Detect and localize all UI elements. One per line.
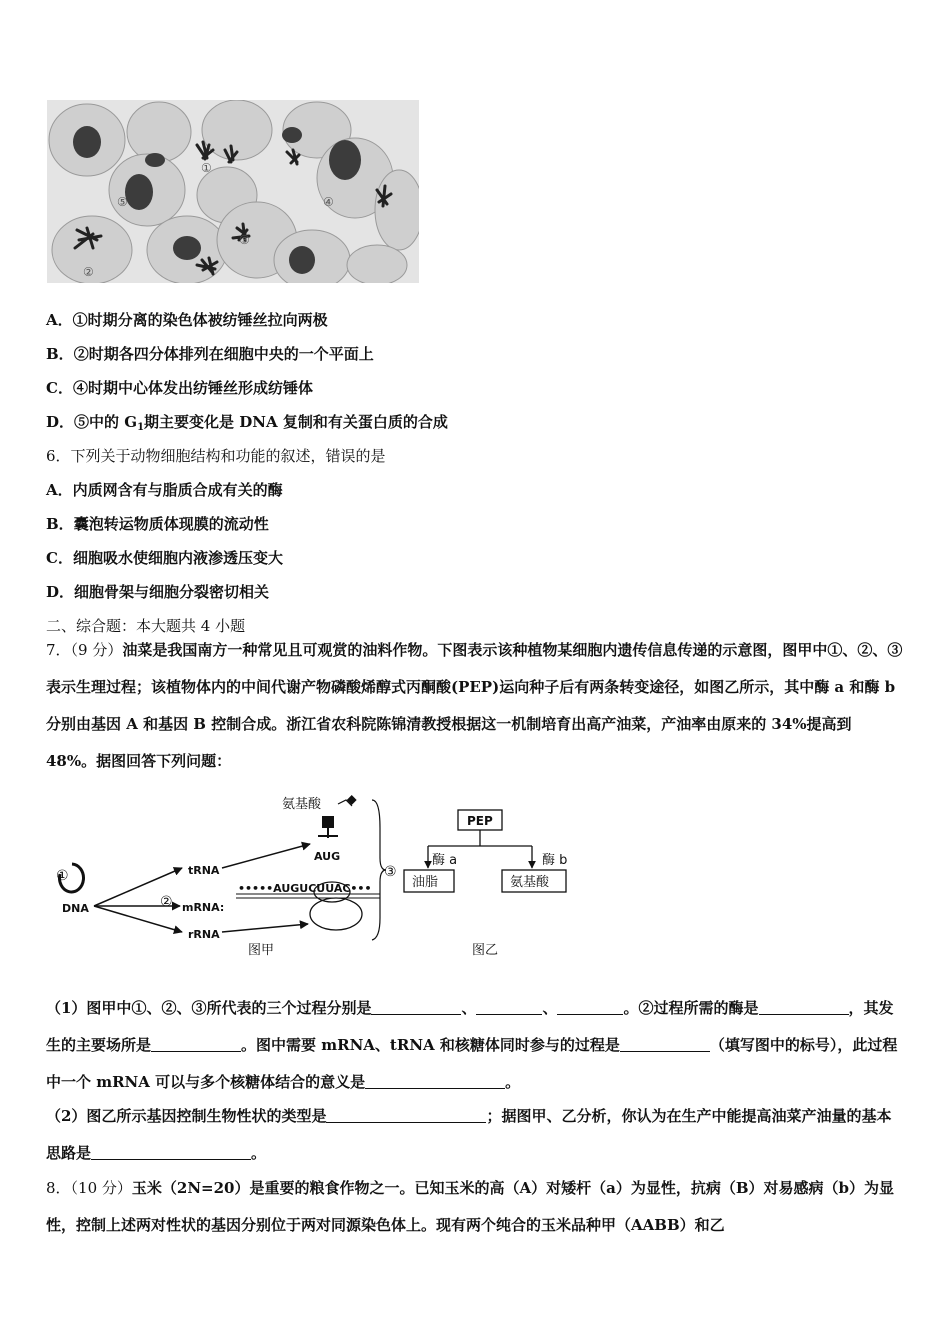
q6-option-a: A．内质网含有与脂质合成有关的酶 (46, 481, 283, 499)
caption-yi: 图乙 (472, 943, 499, 958)
photo-label-2: ② (83, 265, 94, 279)
circle-1-label: ① (56, 868, 69, 884)
answer-blank[interactable] (557, 999, 623, 1015)
answer-blank[interactable] (151, 1036, 241, 1052)
mrna-sequence: •••••AUGUCUUAC••• (238, 882, 372, 895)
q8-stem: 8．（10 分）玉米（2N=20）是重要的粮食作物之一。已知玉米的高（A）对矮杆（a）为显性，抗病（B）对易感病（b）为显性，控制上述两对性状的基因分别位于两对同源染色体上。现有两个纯合的玉米品种甲（AABB）和乙 (46, 1179, 895, 1234)
q7-part1: （1）图甲中①、②、③所代表的三个过程分别是 、 、 。②过程所需的酶是 ，其发生的主要场所是 。图中需要 mRNA、tRNA 和核糖体同时参与的过程是 （填写图中的标号），此过程中一个 mRNA 可以与多个核糖体结合的意义是 。 (46, 999, 898, 1091)
photo-label-5: ⑤ (117, 195, 128, 209)
photo-label-1: ① (201, 161, 212, 175)
trna-shape-icon (322, 816, 334, 828)
rrna-label: rRNA (188, 928, 220, 941)
q6-option-c: C．细胞吸水使细胞内液渗透压变大 (46, 549, 283, 567)
q5-option-b: B．②时期各四分体排列在细胞中央的一个平面上 (46, 345, 374, 363)
answer-blank[interactable] (91, 1144, 251, 1160)
q6-option-b: B．囊泡转运物质体现膜的流动性 (46, 515, 269, 533)
pep-label: PEP (467, 814, 493, 828)
photo-label-3: ③ (239, 233, 250, 247)
q5-option-c: C．④时期中心体发出纺锤丝形成纺锤体 (46, 379, 313, 397)
trna-label: tRNA (188, 864, 220, 877)
answer-blank[interactable] (371, 999, 461, 1015)
answer-blank[interactable] (759, 999, 849, 1015)
answer-blank[interactable] (476, 999, 542, 1015)
q6-option-d: D．细胞骨架与细胞分裂密切相关 (46, 583, 270, 601)
enzyme-a-label: 酶 a (432, 853, 458, 868)
q5-option-a: A．①时期分离的染色体被纺锤丝拉向两极 (46, 311, 328, 329)
answer-blank[interactable] (326, 1107, 486, 1123)
answer-blank[interactable] (365, 1073, 505, 1089)
amino-acid-label-yi: 氨基酸 (510, 875, 550, 890)
answer-blank[interactable] (620, 1036, 710, 1052)
aug-label: AUG (314, 850, 341, 863)
caption-jia: 图甲 (248, 943, 275, 958)
photo-label-4: ④ (323, 195, 334, 209)
dna-label: DNA (62, 902, 89, 915)
q7-stem: 7．（9 分）油菜是我国南方一种常见且可观赏的油料作物。下图表示该种植物某细胞内遗传信息传递的示意图，图甲中①、②、③表示生理过程；该植物体内的中间代谢产物磷酸烯醇式丙酮酸(PEP)运向种子后有两条转变途径，如图乙所示，其中酶 a 和酶 b 分别由基因 A 和基因 B 控制合成。浙江省农科院陈锦清教授根据这一机制培育出高产油菜，产油率由原来的 34%提高到 48%。据图回答下列问题： (46, 641, 903, 770)
q5-option-d: D．⑤中的 $G_1$期主要变化是 DNA 复制和有关蛋白质的合成 (46, 413, 448, 433)
section-heading: 二、综合题：本大题共 4 小题 (46, 617, 246, 635)
q6-stem: 6．下列关于动物细胞结构和功能的叙述，错误的是 (46, 447, 386, 465)
mrna-label: mRNA: (182, 901, 225, 914)
ribosome-icon (310, 898, 362, 930)
genetic-info-diagram (46, 788, 606, 960)
amino-acid-label-jia: 氨基酸 (282, 797, 322, 812)
circle-3-label: ③ (384, 864, 397, 880)
enzyme-b-label: 酶 b (542, 853, 568, 868)
q7-part2: （2）图乙所示基因控制生物性状的类型是 ；据图甲、乙分析，你认为在生产中能提高油菜产油量的基本思路是 。 (46, 1107, 892, 1162)
oil-label: 油脂 (412, 875, 439, 890)
cell-division-micrograph (47, 100, 419, 283)
circle-2-label: ② (160, 894, 173, 910)
